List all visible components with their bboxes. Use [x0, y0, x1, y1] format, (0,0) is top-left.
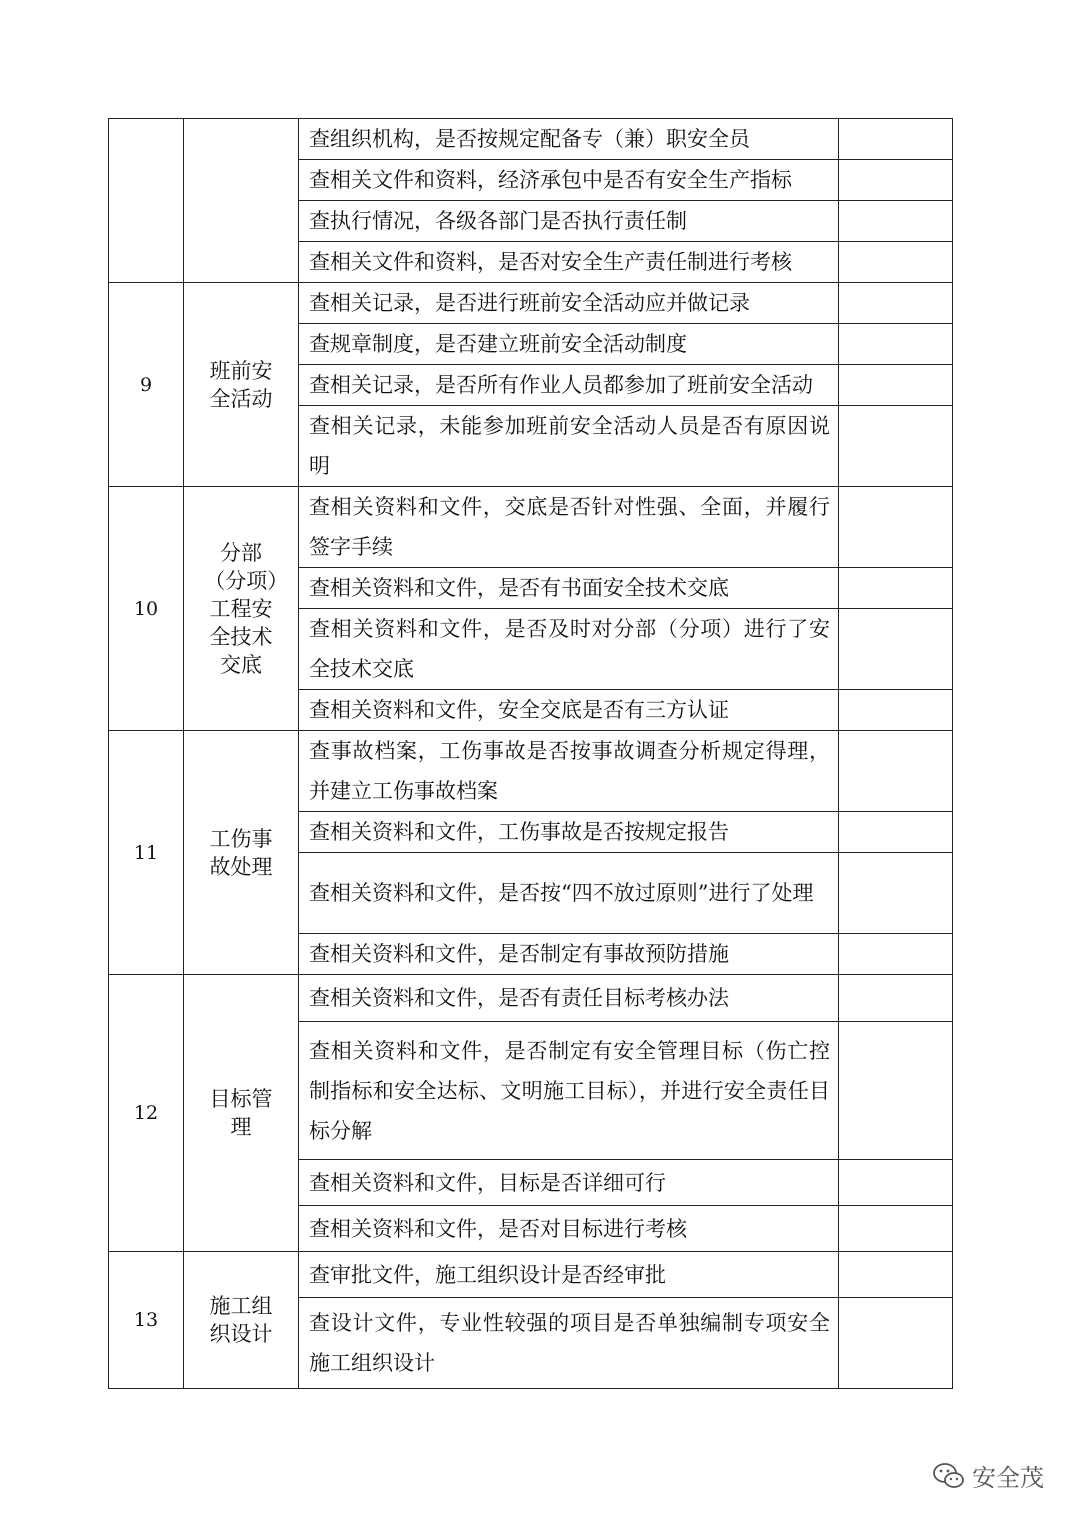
check-content: 查相关文件和资料，是否对安全生产责任制进行考核	[299, 242, 839, 283]
result-cell	[839, 242, 953, 283]
result-cell	[839, 731, 953, 812]
check-content: 查相关资料和文件，是否有责任目标考核办法	[299, 975, 839, 1022]
check-content: 查相关资料和文件，是否及时对分部（分项）进行了安全技术交底	[299, 609, 839, 690]
check-content: 查相关资料和文件，是否制定有安全管理目标（伤亡控制指标和安全达标、文明施工目标），并进行安全责任目标分解	[299, 1022, 839, 1160]
check-item-label: 班前安全活动	[209, 358, 273, 411]
row-number: 10	[109, 487, 184, 731]
table-row	[109, 119, 953, 160]
check-item-label: 施工组织设计	[209, 1294, 273, 1346]
check-item	[184, 283, 299, 487]
check-content: 查相关记录，是否所有作业人员都参加了班前安全活动	[299, 365, 839, 406]
row-number: 12	[109, 975, 184, 1252]
result-cell	[839, 690, 953, 731]
result-cell	[839, 1206, 953, 1252]
result-cell	[839, 568, 953, 609]
watermark	[932, 1458, 1044, 1493]
check-content: 查相关文件和资料，经济承包中是否有安全生产指标	[299, 160, 839, 201]
check-item	[184, 731, 299, 975]
result-cell	[839, 1022, 953, 1160]
check-content: 查审批文件，施工组织设计是否经审批	[299, 1252, 839, 1298]
table-row	[109, 731, 953, 812]
row-number	[109, 119, 184, 283]
table-row	[109, 283, 953, 324]
result-cell	[839, 812, 953, 853]
check-content: 查相关资料和文件，交底是否针对性强、全面，并履行签字手续	[299, 487, 839, 568]
check-item	[184, 975, 299, 1252]
check-content: 查相关资料和文件，是否有书面安全技术交底	[299, 568, 839, 609]
check-content: 查相关记录，是否进行班前安全活动应并做记录	[299, 283, 839, 324]
check-item-label: 分部（分项）工程安全技术交底	[204, 540, 278, 677]
check-content: 查相关资料和文件，是否按“四不放过原则”进行了处理	[299, 853, 839, 934]
result-cell	[839, 160, 953, 201]
result-cell	[839, 609, 953, 690]
result-cell	[839, 119, 953, 160]
inspection-table	[108, 118, 953, 1389]
table-body	[109, 119, 953, 1389]
result-cell	[839, 201, 953, 242]
result-cell	[839, 365, 953, 406]
check-content: 查相关资料和文件，工伤事故是否按规定报告	[299, 812, 839, 853]
check-content: 查规章制度，是否建立班前安全活动制度	[299, 324, 839, 365]
row-number: 9	[109, 283, 184, 487]
check-content: 查相关资料和文件，安全交底是否有三方认证	[299, 690, 839, 731]
table-row	[109, 975, 953, 1022]
result-cell	[839, 406, 953, 487]
result-cell	[839, 1252, 953, 1298]
result-cell	[839, 975, 953, 1022]
result-cell	[839, 1160, 953, 1206]
result-cell	[839, 934, 953, 975]
check-item	[184, 1252, 299, 1389]
result-cell	[839, 1298, 953, 1389]
table-row	[109, 1252, 953, 1298]
watermark-text: 安全茂	[972, 1464, 1044, 1492]
check-content: 查设计文件，专业性较强的项目是否单独编制专项安全施工组织设计	[299, 1298, 839, 1389]
check-content: 查组织机构，是否按规定配备专（兼）职安全员	[299, 119, 839, 160]
check-content: 查相关资料和文件，目标是否详细可行	[299, 1160, 839, 1206]
result-cell	[839, 283, 953, 324]
check-content: 查相关记录，未能参加班前安全活动人员是否有原因说明	[299, 406, 839, 487]
result-cell	[839, 853, 953, 934]
table-row	[109, 487, 953, 568]
result-cell	[839, 324, 953, 365]
result-cell	[839, 487, 953, 568]
row-number: 13	[109, 1252, 184, 1389]
check-item	[184, 487, 299, 731]
check-content: 查相关资料和文件，是否制定有事故预防措施	[299, 934, 839, 975]
check-item	[184, 119, 299, 283]
wechat-icon	[932, 1461, 966, 1491]
check-content: 查事故档案，工伤事故是否按事故调查分析规定得理，并建立工伤事故档案	[299, 731, 839, 812]
row-number: 11	[109, 731, 184, 975]
check-content: 查相关资料和文件，是否对目标进行考核	[299, 1206, 839, 1252]
check-content: 查执行情况，各级各部门是否执行责任制	[299, 201, 839, 242]
check-item-label: 工伤事故处理	[209, 826, 273, 879]
check-item-label: 目标管理	[209, 1087, 273, 1139]
